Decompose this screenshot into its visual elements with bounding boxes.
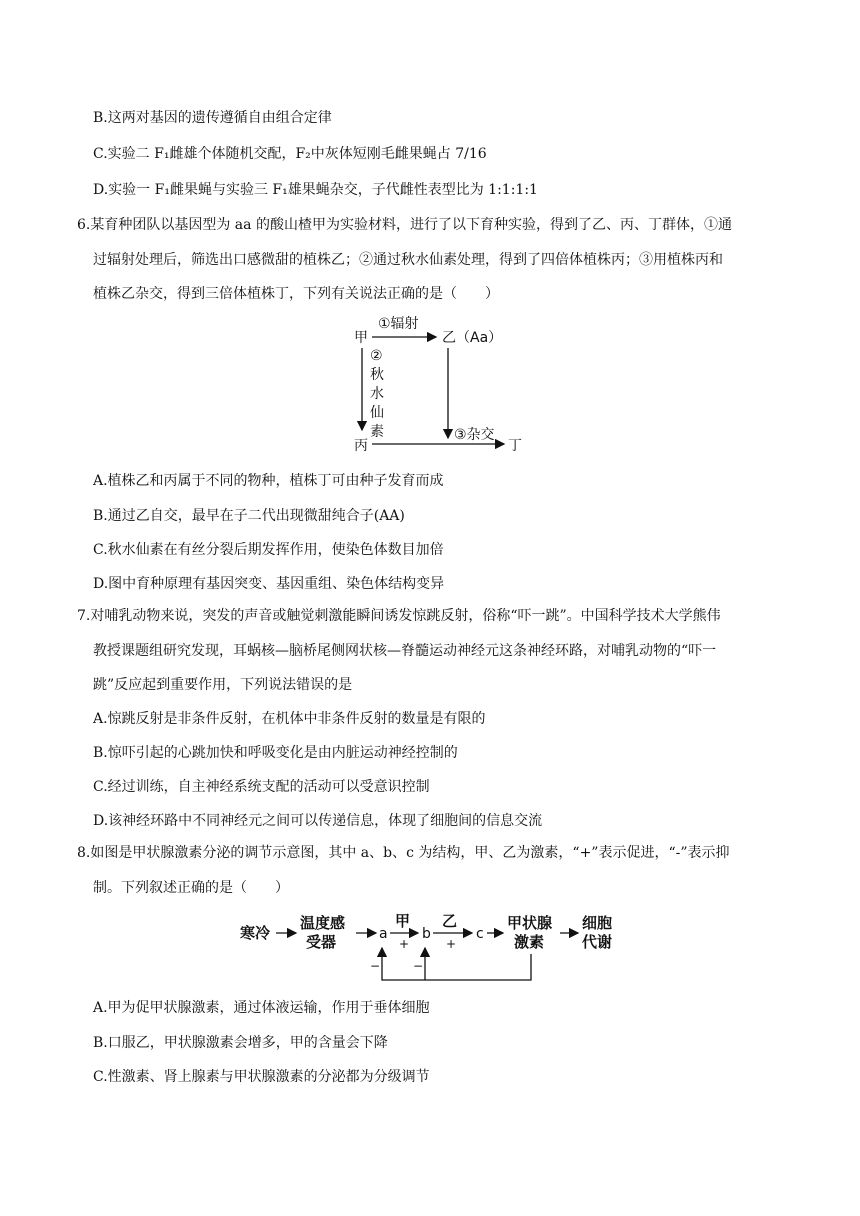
q8-fig-cold: 寒冷: [240, 924, 271, 942]
q6-fig-colchicine-char: 秋: [370, 367, 384, 383]
q8-option-b: B.口服乙，甲状腺激素会增多，甲的含量会下降: [93, 1035, 388, 1051]
q6-fig-ding: 丁: [508, 438, 522, 454]
q6-option-b: B.通过乙自交，最早在子二代出现微甜纯合子(AA): [93, 508, 405, 524]
q6-option-a: A.植株乙和丙属于不同的物种，植株丁可由种子发育而成: [93, 473, 444, 489]
q8-fig-metab-line1: 细胞: [582, 914, 613, 932]
q8-option-a: A.甲为促甲状腺激素，通过体液运输，作用于垂体细胞: [93, 1000, 430, 1016]
q8-fig-receptor-line1: 温度感: [300, 914, 346, 932]
q6-stem-line2: 过辐射处理后，筛选出口感微甜的植株乙；②通过秋水仙素处理，得到了四倍体植株丙；③用植株丙和: [93, 252, 723, 268]
q8-stem-line2: 制。下列叙述正确的是（ ）: [93, 880, 289, 896]
q8-fig-b: b: [422, 926, 431, 942]
q6-option-c: C.秋水仙素在有丝分裂后期发挥作用，使染色体数目加倍: [93, 542, 444, 558]
q6-fig-colchicine-char: 仙: [370, 405, 384, 421]
q8-fig-c: c: [476, 926, 484, 942]
q6-fig-jia: 甲: [354, 330, 368, 346]
q6-fig-bing: 丙: [354, 438, 368, 454]
q6-breeding-diagram: [348, 310, 530, 456]
q8-thyroid-regulation-diagram: [236, 908, 626, 990]
q6-stem-line1: 6.某育种团队以基因型为 aa 的酸山楂甲为实验材料，进行了以下育种实验，得到了乙、丙、丁群体，①通: [77, 217, 732, 233]
q6-fig-cross-label: ③杂交: [454, 427, 495, 443]
q8-fig-metab-line2: 代谢: [582, 933, 613, 951]
q6-stem-line3: 植株乙杂交，得到三倍体植株丁，下列有关说法正确的是（ ）: [93, 286, 499, 302]
q7-option-c: C.经过训练，自主神经系统支配的活动可以受意识控制: [93, 779, 430, 795]
q7-stem-line1: 7.对哺乳动物来说，突发的声音或触觉刺激能瞬间诱发惊跳反射，俗称“吓一跳”。中国科学技术大学熊伟: [77, 608, 721, 624]
q8-fig-receptor-line2: 受器: [306, 933, 337, 951]
q8-stem-line1: 8.如图是甲状腺激素分泌的调节示意图，其中 a、b、c 为结构，甲、乙为激素，“+”表示促进，“-”表示抑: [77, 845, 730, 861]
q8-fig-jia: 甲: [395, 912, 411, 930]
q7-option-a: A.惊跳反射是非条件反射，在机体中非条件反射的数量是有限的: [93, 711, 486, 727]
q6-fig-colchicine-char: 素: [370, 424, 384, 440]
q5-option-b: B.这两对基因的遗传遵循自由组合定律: [93, 110, 332, 126]
q8-fig-feedback-to-a: [382, 948, 531, 980]
q8-option-c: C.性激素、肾上腺素与甲状腺激素的分泌都为分级调节: [93, 1069, 430, 1085]
q7-option-d: D.该神经环路中不同神经元之间可以传递信息，体现了细胞间的信息交流: [93, 813, 543, 829]
q8-fig-plus-2: +: [446, 937, 457, 951]
q5-option-c: C.实验二 F₁雌雄个体随机交配，F₂中灰体短刚毛雌果蝇占 7/16: [93, 146, 487, 162]
q6-fig-yi: 乙（Aa）: [442, 330, 503, 346]
q6-fig-colchicine-char: 水: [370, 386, 384, 402]
q8-fig-minus-2: −: [413, 959, 424, 973]
q7-stem-line2: 教授课题组研究发现，耳蜗核—脑桥尾侧网状核—脊髓运动神经元这条神经环路，对哺乳动物的“吓一: [93, 643, 717, 659]
q8-fig-a: a: [379, 926, 388, 942]
q5-option-d: D.实验一 F₁雌果蝇与实验三 F₁雄果蝇杂交，子代雌性表型比为 1:1:1:1: [93, 182, 538, 198]
q8-fig-minus-1: −: [370, 959, 381, 973]
q8-fig-plus-1: +: [399, 937, 410, 951]
q7-stem-line3: 跳”反应起到重要作用，下列说法错误的是: [93, 677, 353, 693]
q7-option-b: B.惊吓引起的心跳加快和呼吸变化是由内脏运动神经控制的: [93, 745, 458, 761]
q8-fig-yi: 乙: [442, 912, 458, 930]
q8-fig-hormone-line2: 激素: [514, 933, 545, 951]
q6-fig-radiation-label: ①辐射: [378, 316, 419, 332]
q6-fig-colchicine-num: ②: [370, 348, 383, 364]
q6-option-d: D.图中育种原理有基因突变、基因重组、染色体结构变异: [93, 576, 445, 592]
q8-fig-hormone-line1: 甲状腺: [507, 914, 553, 932]
